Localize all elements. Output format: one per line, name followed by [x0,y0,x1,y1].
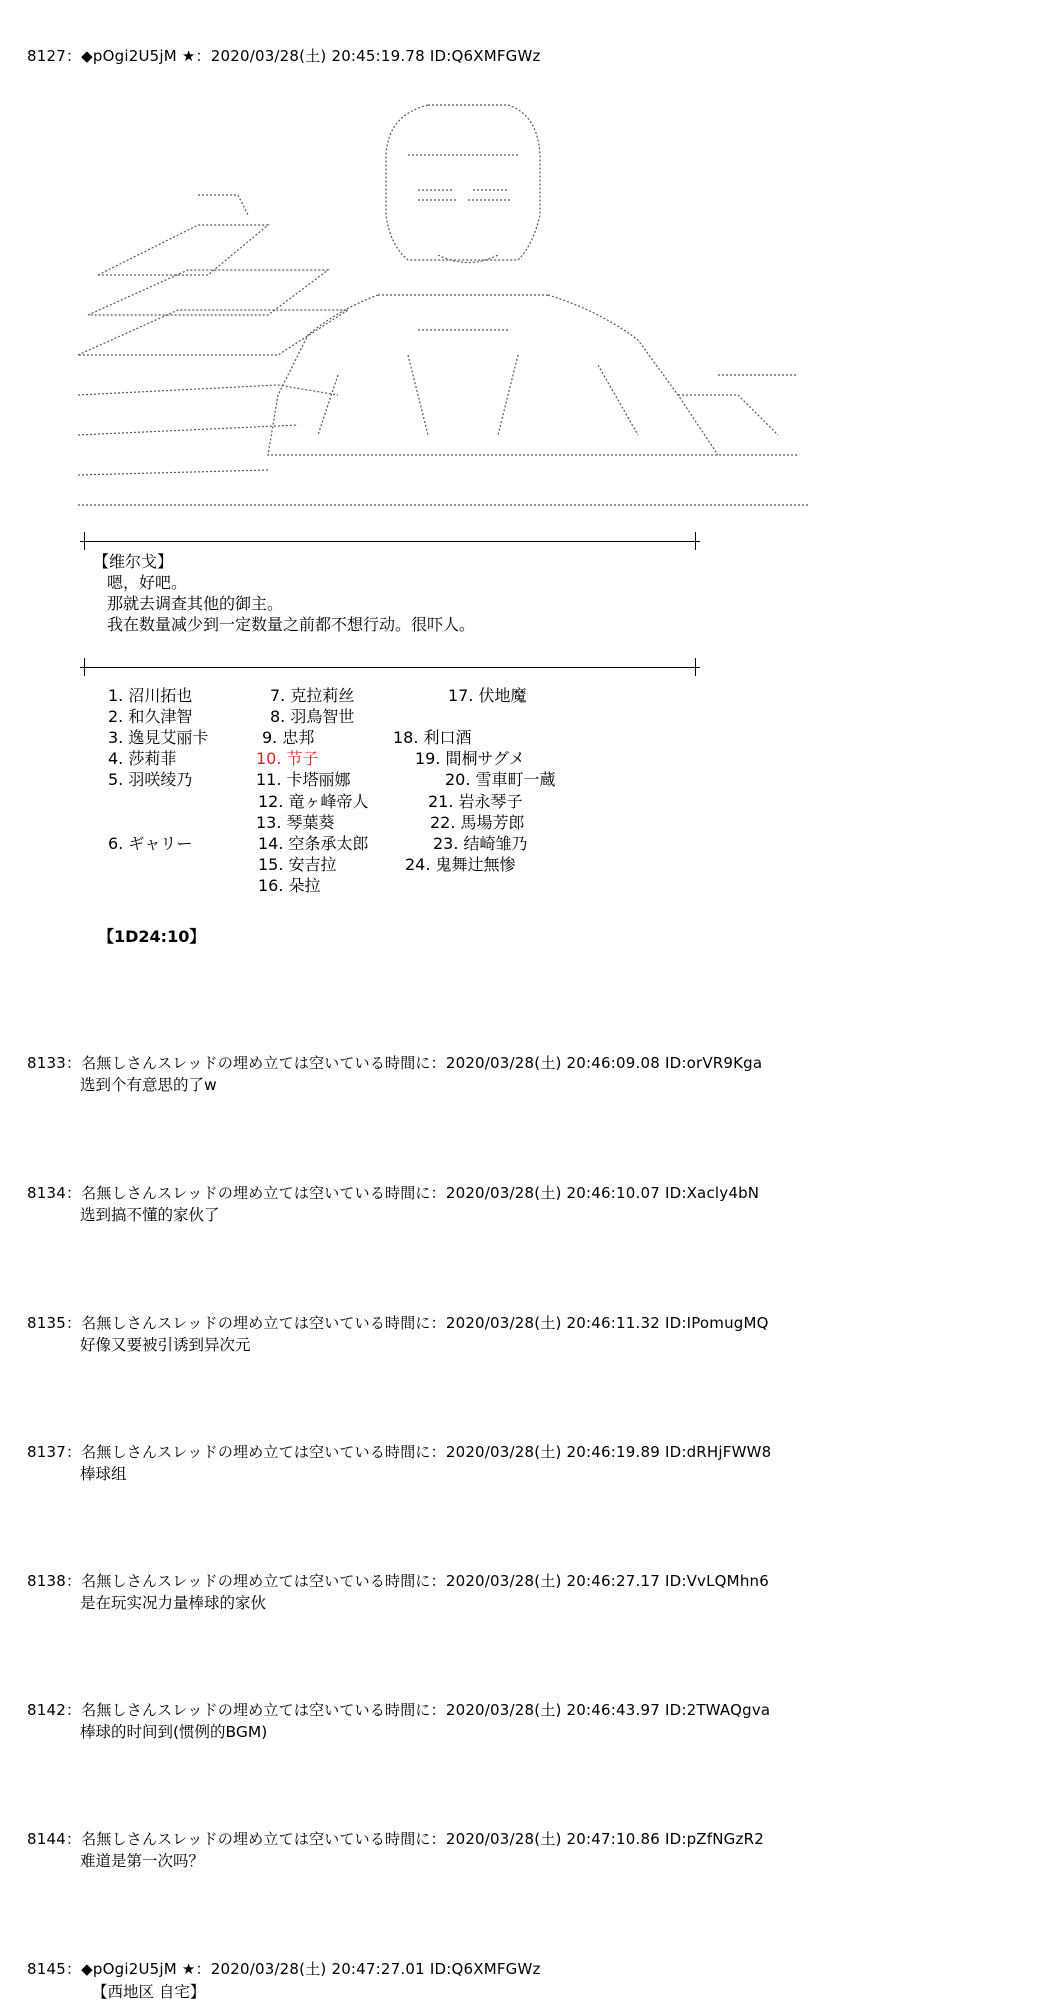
divider-top [80,532,700,552]
post-header-8144: 8144：名無しさんスレッドの埋め立ては空いている時間に：2020/03/28(土) 20:47:10.86 ID:pZfNGzR2 [27,1830,764,1848]
dialog-line-1: 嗯，好吧。 [107,573,188,592]
post-body-8142: 棒球的时间到(惯例的BGM) [80,1723,268,1741]
roster-item-22: 22. 馬場芳郎 [430,813,525,832]
roster-item-21: 21. 岩永琴子 [428,792,523,811]
post-header-8138: 8138：名無しさんスレッドの埋め立ては空いている時間に：2020/03/28(土) 20:46:27.17 ID:VvLQMhn6 [27,1572,769,1590]
post-body-8135: 好像又要被引诱到异次元 [80,1336,251,1354]
dice-result: 【1D24:10】 [98,927,206,946]
post-header-8135: 8135：名無しさんスレッドの埋め立ては空いている時間に：2020/03/28(土) 20:46:11.32 ID:IPomugMQ [27,1314,769,1332]
post-body-8137: 棒球组 [80,1465,127,1483]
roster-item-14: 14. 空条承太郎 [258,834,369,853]
roster-item-4: 4. 莎莉菲 [108,749,177,768]
roster-item-23: 23. 结崎雏乃 [433,834,528,853]
roster-item-11: 11. 卡塔丽娜 [256,770,351,789]
roster-item-19: 19. 間桐サグメ [415,749,525,768]
dialog-line-2: 那就去调查其他的御主。 [107,594,284,613]
post-body-8134: 选到搞不懂的家伙了 [80,1206,220,1224]
roster-item-5: 5. 羽咲绫乃 [108,770,193,789]
roster-item-13: 13. 琴葉葵 [256,813,335,832]
post-header-8127: 8127：◆pOgi2U5jM ★：2020/03/28(土) 20:45:19.78 ID:Q6XMFGWz [27,47,541,65]
roster-item-9: 9. 忠邦 [262,728,315,747]
roster-item-7: 7. 克拉莉丝 [270,686,355,705]
post-header-8134: 8134：名無しさんスレッドの埋め立ては空いている時間に：2020/03/28(土) 20:46:10.07 ID:Xacly4bN [27,1184,760,1202]
roster-item-18: 18. 利口酒 [393,728,472,747]
post-header-8137: 8137：名無しさんスレッドの埋め立ては空いている時間に：2020/03/28(土) 20:46:19.89 ID:dRHjFWW8 [27,1443,772,1461]
roster-item-10-selected: 10. 节子 [256,749,319,768]
dialog-line-3: 我在数量减少到一定数量之前都不想行动。很吓人。 [107,615,476,634]
roster-item-20: 20. 雪車町一蔵 [445,770,556,789]
roster-item-6: 6. ギャリー [108,834,193,853]
roster-item-12: 12. 竜ヶ峰帝人 [258,792,369,811]
post-body-8138: 是在玩实况力量棒球的家伙 [80,1594,267,1612]
dialog-speaker: 【维尔戈】 [93,552,174,571]
post-header-8145: 8145：◆pOgi2U5jM ★：2020/03/28(土) 20:47:27.01 ID:Q6XMFGWz [27,1960,541,1978]
ascii-art-illustration [78,95,808,535]
post-body-8144: 难道是第一次吗？ [80,1852,205,1870]
roster-item-3: 3. 逸見艾丽卡 [108,728,209,747]
roster-item-8: 8. 羽鳥智世 [270,707,355,726]
post-body-8145: 【西地区 自宅】 [92,1983,206,2001]
roster-item-1: 1. 沼川拓也 [108,686,193,705]
post-header-8133: 8133：名無しさんスレッドの埋め立ては空いている時間に：2020/03/28(土) 20:46:09.08 ID:orVR9Kga [27,1054,763,1072]
divider-bottom [80,658,700,678]
dialog-block [93,551,475,635]
roster-item-16: 16. 朵拉 [258,876,321,895]
roster-item-15: 15. 安吉拉 [258,855,337,874]
roster-item-17: 17. 伏地魔 [448,686,527,705]
post-body-8133: 选到个有意思的了w [80,1076,217,1094]
post-header-8142: 8142：名無しさんスレッドの埋め立ては空いている時間に：2020/03/28(土) 20:46:43.97 ID:2TWAQgva [27,1701,771,1719]
roster-item-24: 24. 鬼舞辻無惨 [405,855,516,874]
roster-item-2: 2. 和久津智 [108,707,193,726]
